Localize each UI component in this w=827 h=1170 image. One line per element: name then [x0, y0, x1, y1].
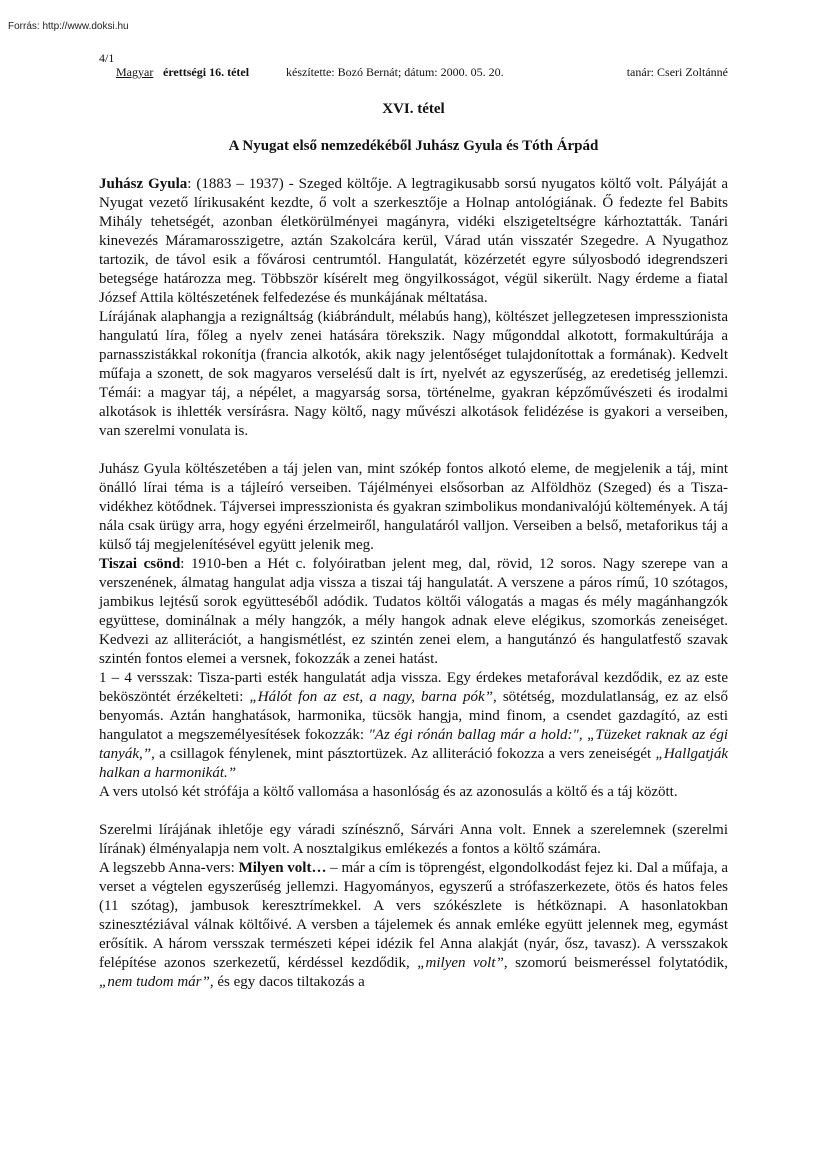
paragraph-text: – már a cím is töprengést, elgondolkodást fejez ki. Dal a műfaja, a verset a végtelen egyszerűség jellemzi. Hagyományos, egyszerű a strófaszerkezete, ötös és hatos feles (11 szótag), jambusok keresztrímekkel. A vers szókészlete is hétköznapi. A hasonlatokban szinesztéziával válnak költőivé. A versben a tájelemek és annak emléke együtt jelennek meg, egymást erősítik. A három versszak természeti képei idézik fel Anna alakját (nyár, ősz, tavasz). A versszakok felépítése azonos szerkezetű, kérdéssel kezdődik,: [99, 860, 729, 971]
paragraph-text: , sötétség, mozdulatlanság, ez az első benyomás. Aztán hanghatások, harmonika, tücsök hangja, mind finom, a csendet gazdagító, az esti hangulatot a megszemélyesítések fokozzák:: [99, 689, 728, 743]
header-subject: Magyar: [116, 65, 154, 79]
quote: „Hálót fon az est, a nagy, barna pók”: [249, 689, 493, 705]
document-subtitle: A Nyugat első nemzedékéből Juhász Gyula és Tóth Árpád: [228, 138, 599, 154]
paragraph-text: A legszebb Anna-vers:: [99, 860, 239, 876]
paragraph-stanzas: [99, 669, 728, 783]
paragraph-lyric-style: Lírájának alaphangja a rezignáltság (kiábrándult, mélabús hang), költészet jellegzetesen impresszionista hangulatú líra, főleg a nyelv zenei hatására törekszik. Nagy műgonddal alkotott, formakultúrája a parnasszistákkal rokonítja (francia alkotók, akik nagy jelentőséget tulajdonítottak a formának). Kedvelt műfaja a szonett, de sok magyaros verselésű dalt is írt, nyelvét az egyszerűség, az eredetiség jellemzi. Témái: a magyar táj, a népélet, a magyarság sorsa, történelme, gyakran képzőművészeti és irodalmi alkotások is ihlették versírásra. Nagy költő, nagy művészi alkotások felidézése is gyakori a verseiben, van szerelmi vonulata is.: [99, 309, 728, 439]
paragraph-love-poetry: Szerelmi lírájának ihletője egy váradi színésznő, Sárvári Anna volt. Ennek a szerelemnek (szerelmi lírának) élményalapja nem volt. A nosztalgikus emlékezés a fontos a költő számára.: [99, 822, 728, 857]
document-body: [99, 175, 728, 992]
header-exam: érettségi 16. tétel: [163, 65, 250, 79]
page-number: 4/1: [99, 51, 115, 65]
quote: „Tüzeket raknak az égi tanyák,”: [99, 727, 728, 762]
quote: „milyen volt”: [417, 955, 504, 971]
paragraph-text: , és egy dacos tiltakozás a: [209, 974, 365, 990]
document-title: XVI. tétel: [382, 101, 445, 117]
paragraph-gap: [99, 802, 728, 821]
author-name: Juhász Gyula: [99, 176, 188, 192]
page-header: [116, 65, 728, 81]
poem-title: Milyen volt…: [238, 860, 327, 876]
paragraph-text: : (1883 – 1937) - Szeged költője. A legtragikusabb sorsú nyugatos költő volt. Pályáját a Nyugat vezető lírikusaként kezdte, ő volt a szerkesztője a Holnap antológiának. Ő fedezte fel Babits Mihály tehetségét, azonban életkörülményei magányra, vidéki elszigeteltségre kárhoztatták. Tanári kinevezés Máramarosszigetre, aztán Szakolcára kerül, Várad után visszatér Szegedre. A Nyugathoz tartozik, de távol esik a fővárosi centrumtól. Hangulatát, közérzetét egyre súlyosbodó idegrendszeri betegsége határozza meg. Többször kísérelt meg öngyilkosságot, végül sikerült. Nagy érdeme a fiatal József Attila költészetének felfedezése és munkájának méltatása.: [99, 176, 728, 306]
paragraph-text: , a csillagok fénylenek, mint pásztortüzek. Az alliteráció fokozza a vers zeneiségét: [151, 746, 656, 762]
paragraph-text: 1 – 4 versszak: Tisza-parti esték hangulatát adja vissza. Egy érdekes metaforával kezdődik, ez az este beköszöntét érzékelteti:: [99, 670, 728, 705]
paragraph-milyen-volt: [99, 859, 728, 992]
quote: „nem tudom már”: [99, 974, 210, 990]
quote: "Az égi rónán ballag már a hold:": [368, 727, 579, 743]
paragraph-last-stanzas: A vers utolsó két strófája a költő vallomása a hasonlóság és az azonosulás a költő és a táj között.: [99, 784, 678, 800]
paragraph-biography: [99, 175, 728, 308]
header-author: készítette: Bozó Bernát; dátum: 2000. 05. 20.: [286, 65, 504, 79]
paragraph-tiszai-csond: [99, 555, 728, 669]
paragraph-gap: [99, 441, 728, 460]
quote: „Hallgatják halkan a harmonikát.”: [99, 746, 728, 781]
paragraph-text: : 1910-ben a Hét c. folyóiratban jelent meg, dal, rövid, 12 soros. Nagy szerepe van a verszenének, álmatag hangulat adja vissza a tiszai táj hangulatát. A verszene a páros rímű, 10 szótagos, jambikus lejtésű sorok együtteséből adódik. Tudatos költői válogatás a magas és mély magánhangzók együttese, dominálnak a mély hangzók, a mély hangok adnak eleve elégikus, szomorkás zeneiséget. Kedvezi az alliterációt, a hangismétlést, ez szintén zenei elem, a hangutánzó és hangulatfestő szavak szintén fontos elemei a versnek, fokozzák a zenei hatást.: [99, 556, 728, 667]
header-teacher: tanár: Cseri Zoltánné: [626, 65, 728, 79]
paragraph-text: , szomorú beismeréssel folytatódik,: [503, 955, 728, 971]
paragraph-landscape: Juhász Gyula költészetében a táj jelen van, mint szókép fontos alkotó eleme, de megjelenik a táj, mint önálló lírai téma is a tájleíró verseiben. Tájélményei elsősorban az Alföldhöz (Szeged) és a Tisza-vidékhez kötődnek. Tájversei impresszionista és gyakran szimbolikus mondanivalójú költemények. A táj nála csak ürügy arra, hogy egyéni érzelmeiről, hangulatáról valljon. Verseiben a belső, metaforikus táj a külső táj megjelenítésével együtt jelenik meg.: [99, 461, 728, 553]
poem-title: Tiszai csönd: [99, 556, 181, 572]
paragraph-text: ,: [578, 727, 588, 743]
source-note: Forrás: http://www.doksi.hu: [8, 21, 129, 32]
